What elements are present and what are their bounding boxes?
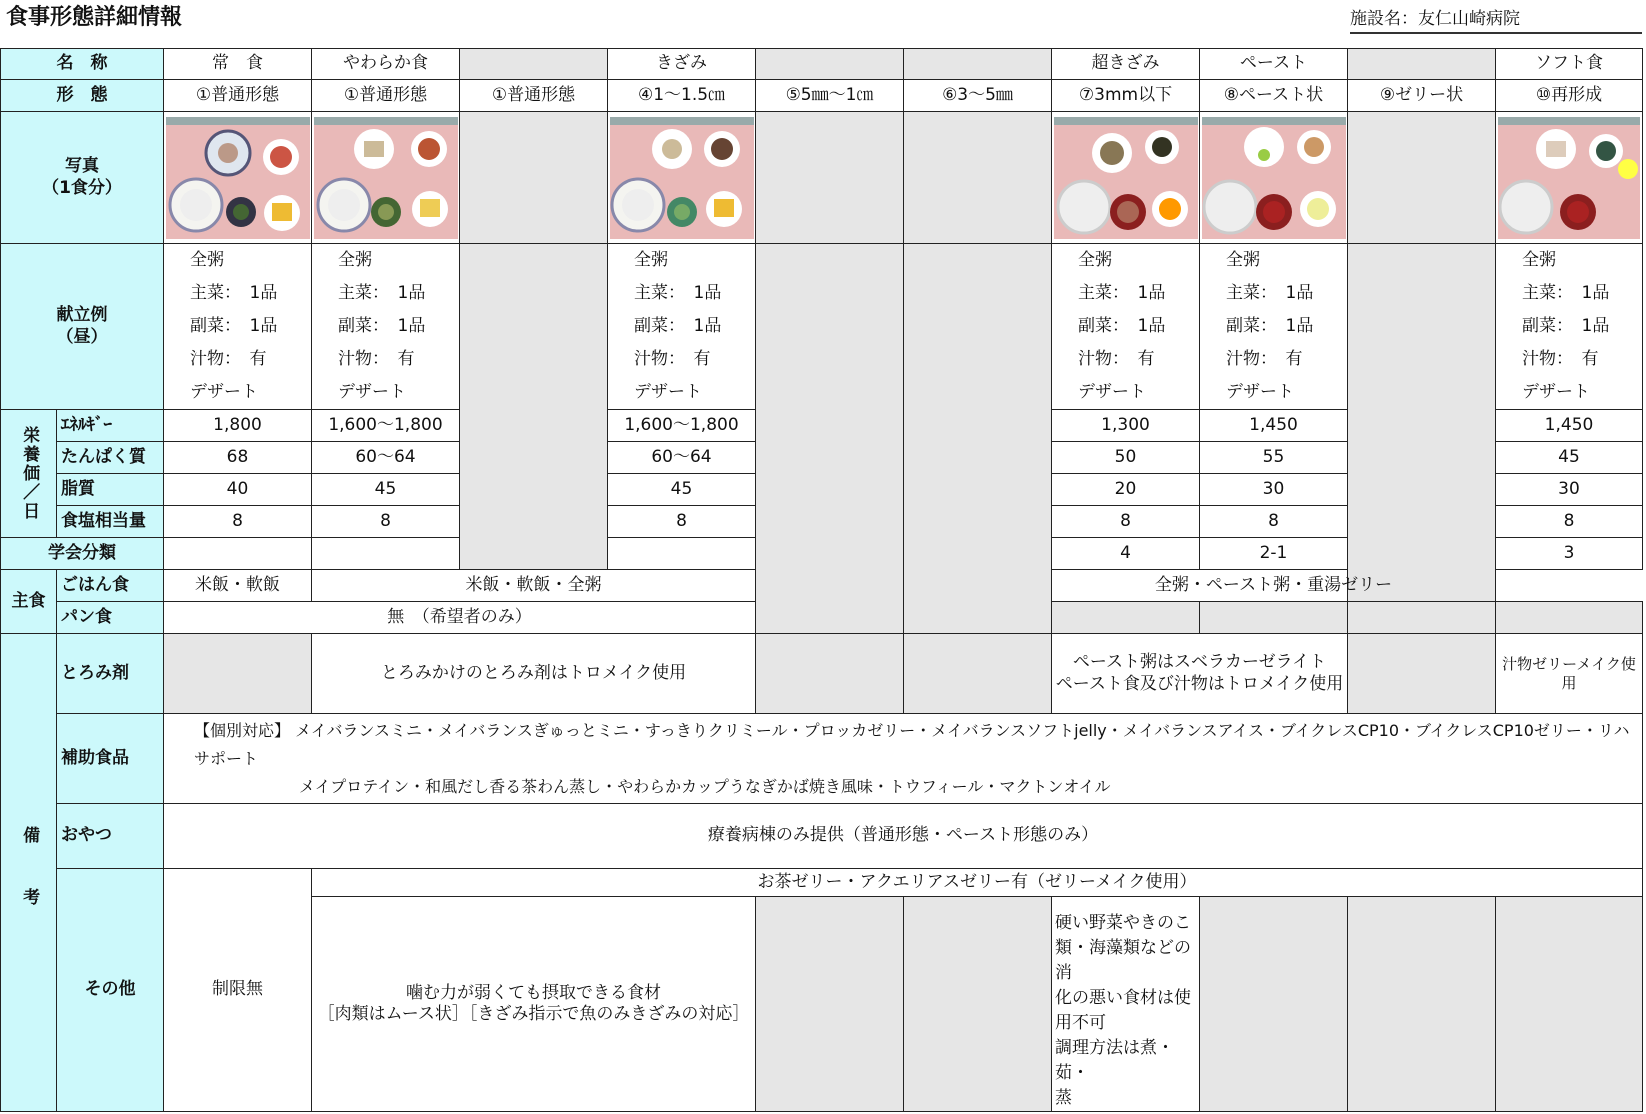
empty-cell (1348, 602, 1496, 634)
empty-cell (1052, 602, 1200, 634)
menu-main: 主菜： 1品 (634, 283, 722, 303)
page-title: 食事形態詳細情報 (6, 5, 183, 30)
society-value: 2-1 (1200, 538, 1348, 570)
label-other: その他 (57, 869, 164, 1112)
bread-value: 無 （希望者のみ） (164, 602, 756, 634)
rice-paste: 全粥・ペースト粥・重湯ゼリー (1052, 570, 1496, 602)
col-form: ⑩再形成 (1496, 80, 1643, 112)
menu-side: 副菜： 1品 (338, 316, 426, 336)
protein-value: 55 (1200, 442, 1348, 474)
label-photo: 写真 （1食分） (1, 112, 164, 244)
menu-staple: 全粥 (1522, 250, 1556, 270)
menu-staple: 全粥 (634, 250, 668, 270)
menu-side: 副菜： 1品 (634, 316, 722, 336)
society-value (164, 538, 312, 570)
menu-example (1496, 244, 1643, 410)
label-remarks (1, 634, 57, 1112)
supplement-list (164, 714, 1643, 804)
menu-dessert: デザート (1226, 382, 1294, 402)
fat-value: 45 (608, 474, 756, 506)
col-name-empty (756, 49, 904, 80)
col-form: ⑥3～5㎜ (904, 80, 1052, 112)
snack-value: 療養病棟のみ提供（普通形態・ペースト形態のみ） (164, 804, 1643, 869)
empty-column (904, 244, 1052, 634)
meal-form-table (0, 48, 1643, 1112)
col-form: ⑤5㎜～1㎝ (756, 80, 904, 112)
other-regular: 制限無 (164, 869, 312, 1112)
rice-soft: 米飯・軟飯・全粥 (312, 570, 756, 602)
menu-dessert: デザート (1078, 382, 1146, 402)
col-name-empty (904, 49, 1052, 80)
label-staple: 主食 (1, 570, 57, 634)
menu-main: 主菜： 1品 (1522, 283, 1610, 303)
label-energy: ｴﾈﾙｷﾞｰ (57, 410, 164, 442)
col-name-empty (460, 49, 608, 80)
empty-cell (1496, 897, 1643, 1112)
col-name-paste: ペースト (1200, 49, 1348, 80)
society-value: 4 (1052, 538, 1200, 570)
menu-main: 主菜： 1品 (1226, 283, 1314, 303)
col-form: ①普通形態 (164, 80, 312, 112)
photo-paste (1200, 112, 1348, 244)
fat-value: 30 (1200, 474, 1348, 506)
salt-value: 8 (312, 506, 460, 538)
menu-example (1052, 244, 1200, 410)
photo-empty (1348, 112, 1496, 244)
label-remarks-text: 備 考 (19, 826, 40, 919)
empty-cell (164, 634, 312, 714)
col-name-regular: 常 食 (164, 49, 312, 80)
society-value: 3 (1496, 538, 1643, 570)
menu-example (312, 244, 460, 410)
salt-value: 8 (1052, 506, 1200, 538)
menu-example (1200, 244, 1348, 410)
other-soft: 噛む力が弱くても摂取できる食材 ［肉類はムース状］［きざみ指示で魚のみきざみの対応］ (312, 897, 756, 1112)
menu-soup: 汁物： 有 (190, 349, 267, 369)
protein-value: 60～64 (312, 442, 460, 474)
salt-value: 8 (164, 506, 312, 538)
menu-dessert: デザート (634, 382, 702, 402)
photo-super-chopped (1052, 112, 1200, 244)
menu-side: 副菜： 1品 (1078, 316, 1166, 336)
fat-value: 40 (164, 474, 312, 506)
col-name-soft-food: ソフト食 (1496, 49, 1643, 80)
label-nutrition-text: 栄養価／日 (19, 426, 40, 521)
menu-dessert: デザート (1522, 382, 1590, 402)
label-society: 学会分類 (1, 538, 164, 570)
menu-side: 副菜： 1品 (1226, 316, 1314, 336)
empty-column (460, 244, 608, 570)
label-fat: 脂質 (57, 474, 164, 506)
supplement-line1: 【個別対応】 メイバランスミニ・メイバランスぎゅっとミニ・すっきりクリミール・プロッカゼリー・メイバランスソフトjelly・メイバランスアイス・ブイクレスCP10・ブイクレスCP10ゼリー・リハサポート (194, 720, 1630, 768)
energy-value: 1,300 (1052, 410, 1200, 442)
thickener-soft: 汁物ゼリーメイク使用 (1496, 634, 1643, 714)
menu-staple: 全粥 (1078, 250, 1112, 270)
menu-example (608, 244, 756, 410)
fat-value: 20 (1052, 474, 1200, 506)
empty-cell (1348, 634, 1496, 714)
menu-soup: 汁物： 有 (1522, 349, 1599, 369)
menu-staple: 全粥 (190, 250, 224, 270)
meal-tray-photo-icon (1054, 117, 1198, 239)
energy-value: 1,600～1,800 (312, 410, 460, 442)
empty-cell (756, 897, 904, 1112)
col-form: ①普通形態 (460, 80, 608, 112)
label-protein: たんぱく質 (57, 442, 164, 474)
other-super-chopped: 硬い野菜やきのこ 類・海藻類などの消 化の悪い食材は使 用不可 調理方法は煮・茹・ 蒸 (1052, 897, 1200, 1112)
label-thickener: とろみ剤 (57, 634, 164, 714)
empty-column (756, 244, 904, 634)
menu-staple: 全粥 (338, 250, 372, 270)
menu-main: 主菜： 1品 (190, 283, 278, 303)
salt-value: 8 (1200, 506, 1348, 538)
menu-main: 主菜： 1品 (1078, 283, 1166, 303)
supplement-line2: メイプロテイン・和風だし香る茶わん蒸し・やわらかカップうなぎかば焼き風味・トウフィール・マクトンオイル (299, 776, 1111, 796)
col-form: ⑦3mm以下 (1052, 80, 1200, 112)
col-name-chopped: きざみ (608, 49, 756, 80)
facility-name: 施設名：友仁山崎病院 (1350, 4, 1642, 34)
photo-soft-food (1496, 112, 1643, 244)
society-value (312, 538, 460, 570)
jelly-note: お茶ゼリー・アクエリアスゼリー有（ゼリーメイク使用） (312, 869, 1643, 897)
photo-empty (904, 112, 1052, 244)
fat-value: 45 (312, 474, 460, 506)
empty-cell (1348, 897, 1496, 1112)
protein-value: 68 (164, 442, 312, 474)
society-value (608, 538, 756, 570)
col-form: ⑧ペースト状 (1200, 80, 1348, 112)
label-form: 形 態 (1, 80, 164, 112)
empty-cell (904, 634, 1052, 714)
photo-regular (164, 112, 312, 244)
menu-dessert: デザート (338, 382, 406, 402)
salt-value: 8 (1496, 506, 1643, 538)
label-rice: ごはん食 (57, 570, 164, 602)
menu-soup: 汁物： 有 (1226, 349, 1303, 369)
label-salt: 食塩相当量 (57, 506, 164, 538)
col-form: ⑨ゼリー状 (1348, 80, 1496, 112)
photo-empty (460, 112, 608, 244)
label-name: 名 称 (1, 49, 164, 80)
menu-side: 副菜： 1品 (1522, 316, 1610, 336)
empty-column (1348, 244, 1496, 602)
col-name-soft: やわらか食 (312, 49, 460, 80)
meal-tray-photo-icon (1498, 117, 1640, 239)
col-name-empty (1348, 49, 1496, 80)
label-snack: おやつ (57, 804, 164, 869)
menu-side: 副菜： 1品 (190, 316, 278, 336)
meal-tray-photo-icon (314, 117, 458, 239)
rice-regular: 米飯・軟飯 (164, 570, 312, 602)
menu-example (164, 244, 312, 410)
thickener-main: とろみかけのとろみ剤はトロメイク使用 (312, 634, 756, 714)
thickener-paste: ペースト粥はスベラカーゼライト ペースト食及び汁物はトロメイク使用 (1052, 634, 1348, 714)
menu-soup: 汁物： 有 (634, 349, 711, 369)
meal-tray-photo-icon (610, 117, 754, 239)
protein-value: 60～64 (608, 442, 756, 474)
meal-tray-photo-icon (166, 117, 310, 239)
protein-value: 50 (1052, 442, 1200, 474)
menu-soup: 汁物： 有 (338, 349, 415, 369)
empty-cell (1200, 897, 1348, 1112)
col-name-super-chopped: 超きざみ (1052, 49, 1200, 80)
energy-value: 1,450 (1496, 410, 1643, 442)
menu-soup: 汁物： 有 (1078, 349, 1155, 369)
menu-dessert: デザート (190, 382, 258, 402)
fat-value: 30 (1496, 474, 1643, 506)
menu-staple: 全粥 (1226, 250, 1260, 270)
empty-cell (1200, 602, 1348, 634)
label-supplement: 補助食品 (57, 714, 164, 804)
label-nutrition (1, 410, 57, 538)
energy-value: 1,450 (1200, 410, 1348, 442)
salt-value: 8 (608, 506, 756, 538)
photo-soft (312, 112, 460, 244)
col-form: ①普通形態 (312, 80, 460, 112)
empty-cell (904, 897, 1052, 1112)
photo-empty (756, 112, 904, 244)
label-menu: 献立例 （昼） (1, 244, 164, 410)
energy-value: 1,800 (164, 410, 312, 442)
menu-main: 主菜： 1品 (338, 283, 426, 303)
photo-chopped (608, 112, 756, 244)
col-form: ④1～1.5㎝ (608, 80, 756, 112)
label-bread: パン食 (57, 602, 164, 634)
empty-cell (756, 634, 904, 714)
empty-cell (1496, 602, 1643, 634)
energy-value: 1,600～1,800 (608, 410, 756, 442)
protein-value: 45 (1496, 442, 1643, 474)
meal-tray-photo-icon (1202, 117, 1346, 239)
